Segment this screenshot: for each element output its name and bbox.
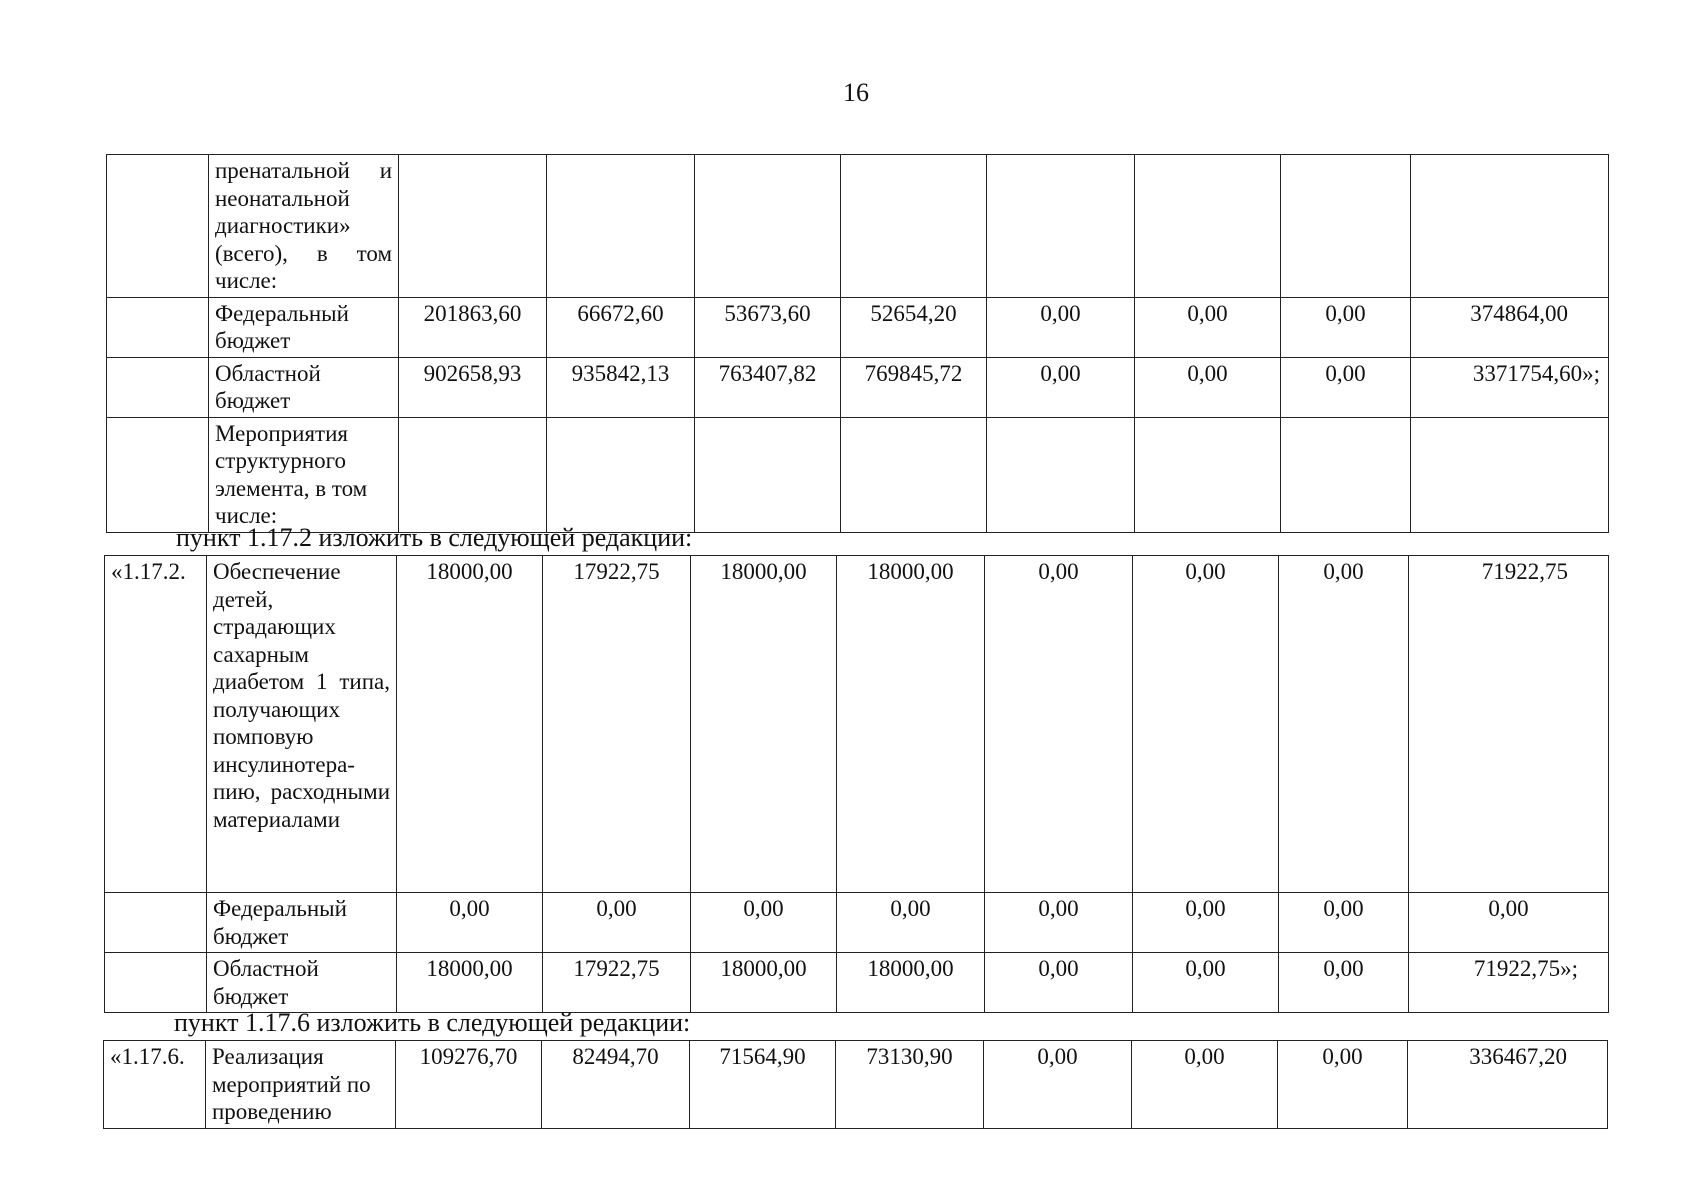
value-cell: 66672,60 [547,297,695,357]
value-cell: 0,00 [987,297,1135,357]
page-number: 16 [843,78,869,107]
value-cell: 0,00 [1281,357,1411,417]
value-cell: 0,00 [837,893,985,953]
value-cell: 52654,20 [841,297,987,357]
value-cell: 18000,00 [397,556,543,893]
value-cell [1281,155,1411,298]
value-cell: 71564,90 [690,1041,836,1129]
value-cell: 18000,00 [691,953,837,1013]
value-cell: 763407,82 [695,357,841,417]
value-cell: 0,00 [1135,297,1281,357]
amendment-caption-1-17-2: пункт 1.17.2 изложить в следующей редакции: [176,523,693,552]
value-cell: 0,00 [987,357,1135,417]
value-cell: 17922,75 [543,953,691,1013]
total-cell: 71922,75»; [1409,953,1609,1013]
value-cell: 0,00 [1279,556,1409,893]
value-cell: 201863,60 [399,297,547,357]
code-cell: «1.17.6. [104,1041,206,1129]
value-cell [695,417,841,532]
value-cell: 0,00 [984,1041,1132,1129]
value-cell [695,155,841,298]
value-cell: 0,00 [1278,1041,1408,1129]
code-cell [107,417,209,532]
table-row [107,155,1609,298]
table-row [107,297,1609,357]
value-cell [1135,155,1281,298]
table-row [105,556,1609,893]
description-cell: Областной бюджет [209,357,399,417]
value-cell [841,417,987,532]
table-row [105,953,1609,1013]
value-cell: 0,00 [543,893,691,953]
value-cell: 18000,00 [691,556,837,893]
table-row [104,1041,1608,1129]
total-cell: 0,00 [1409,893,1609,953]
table-row [107,357,1609,417]
value-cell: 53673,60 [695,297,841,357]
value-cell: 109276,70 [396,1041,542,1129]
value-cell [987,417,1135,532]
value-cell: 769845,72 [841,357,987,417]
code-cell [107,297,209,357]
value-cell: 18000,00 [837,953,985,1013]
code-cell [105,953,207,1013]
description-cell: Областной бюджет [207,953,397,1013]
value-cell: 0,00 [985,953,1133,1013]
value-cell: 0,00 [1132,1041,1278,1129]
table-row [105,893,1609,953]
total-cell: 71922,75 [1409,556,1609,893]
value-cell: 0,00 [1133,556,1279,893]
description-cell: Обеспечение детей, страдающих сахарным диабетом 1 типа, получающих помповую инсулинотера-пию, расходными материалами [207,556,397,893]
total-cell [1411,417,1609,532]
total-cell [1411,155,1609,298]
description-cell: пренатальной и неонатальной диагностики» (всего), в том числе: [209,155,399,298]
value-cell [547,417,695,532]
value-cell [1135,417,1281,532]
value-cell [841,155,987,298]
value-cell [399,417,547,532]
budget-table-1-17-6 [103,1040,1608,1129]
value-cell: 0,00 [397,893,543,953]
value-cell: 17922,75 [543,556,691,893]
value-cell: 73130,90 [836,1041,984,1129]
value-cell: 0,00 [1135,357,1281,417]
value-cell: 18000,00 [837,556,985,893]
code-cell [107,155,209,298]
value-cell: 0,00 [985,893,1133,953]
value-cell: 935842,13 [547,357,695,417]
description-cell: Федеральный бюджет [209,297,399,357]
value-cell [987,155,1135,298]
total-cell: 336467,20 [1408,1041,1608,1129]
code-cell [107,357,209,417]
total-cell: 374864,00 [1411,297,1609,357]
value-cell: 0,00 [1133,953,1279,1013]
budget-table-continuation [106,154,1609,533]
value-cell: 0,00 [1279,953,1409,1013]
budget-table-1-17-2 [104,555,1609,1013]
description-cell: Реализация мероприятий по проведению [206,1041,396,1129]
code-cell [105,893,207,953]
value-cell: 0,00 [1281,297,1411,357]
amendment-caption-1-17-6: пункт 1.17.6 изложить в следующей редакции: [174,1008,691,1037]
value-cell: 0,00 [985,556,1133,893]
total-cell: 3371754,60»; [1411,357,1609,417]
value-cell [547,155,695,298]
value-cell [1281,417,1411,532]
value-cell: 18000,00 [397,953,543,1013]
value-cell: 902658,93 [399,357,547,417]
value-cell [399,155,547,298]
value-cell: 0,00 [1279,893,1409,953]
value-cell: 82494,70 [542,1041,690,1129]
value-cell: 0,00 [691,893,837,953]
description-cell: Федеральный бюджет [207,893,397,953]
code-cell: «1.17.2. [105,556,207,893]
value-cell: 0,00 [1133,893,1279,953]
description-cell: Мероприятия структурного элемента, в том числе: [209,417,399,532]
table-row [107,417,1609,532]
